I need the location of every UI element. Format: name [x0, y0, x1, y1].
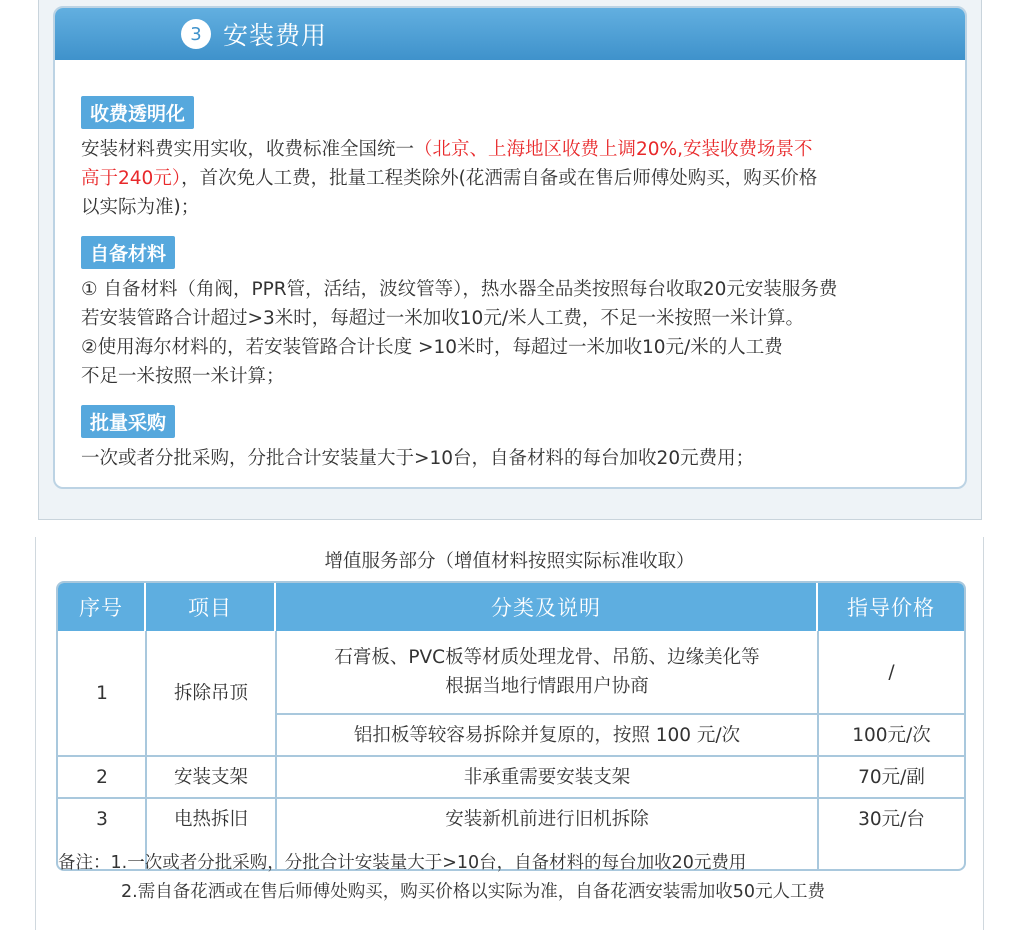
- transparent-highlight-2: 高于240元）: [81, 168, 182, 189]
- transparent-text-line3: 以实际为准)；: [81, 197, 200, 218]
- transparent-text-before: 安装材料费实用实收，收费标准全国统一: [81, 139, 415, 160]
- value-added-table: [56, 581, 966, 871]
- header-item: 项目: [146, 583, 276, 631]
- card-body: [55, 60, 965, 473]
- section-bulk: [81, 405, 943, 473]
- row-1a-desc-line2: 根据当地行情跟用户协商: [445, 676, 649, 697]
- transparent-text-after: ，首次免人工费，批量工程类除外(花洒需自备或在售后师傅处购买，购买价格: [181, 168, 818, 189]
- card-header: [55, 8, 965, 60]
- notes: [58, 849, 825, 907]
- section-self-materials: [81, 236, 943, 391]
- table-row-3-no: 3: [96, 808, 108, 830]
- install-fee-panel: [38, 0, 982, 520]
- table-row-1a-desc: [277, 631, 817, 713]
- note-line-1: 备注：1.一次或者分批采购，分批合计安装量大于>10台，自备材料的每台加收20元费用: [58, 853, 747, 873]
- table-row-1a-price: /: [888, 661, 895, 683]
- table-row-1b-price: 100元/次: [852, 724, 931, 746]
- self-materials-line: 不足一米按照一米计算；: [81, 366, 285, 387]
- tag-bulk: 批量采购: [81, 405, 175, 438]
- transparent-text: [81, 135, 943, 222]
- note-line-2: 2.需自备花洒或在售后师傅处购买，购买价格以实际为准，自备花洒安装需加收50元人工费: [121, 882, 825, 902]
- table-row-2-desc: 非承重需要安装支架: [463, 766, 631, 788]
- table-title: 增值服务部分（增值材料按照实际标准收取）: [324, 551, 695, 572]
- table-header: [58, 583, 964, 631]
- self-materials-line: 若安装管路合计超过>3米时，每超过一米加收10元/米人工费，不足一米按照一米计算。: [81, 308, 805, 329]
- tag-self-materials: 自备材料: [81, 236, 175, 269]
- value-added-panel: [35, 537, 984, 930]
- table-row-3-desc: 安装新机前进行旧机拆除: [445, 808, 649, 830]
- table-row-1-item: 拆除吊顶: [173, 682, 248, 704]
- section-transparent: [81, 96, 943, 222]
- self-materials-line: ① 自备材料（角阀，PPR管，活结，波纹管等），热水器全品类按照每台收取20元安装服务费: [81, 279, 838, 300]
- table-row-2-no: 2: [96, 766, 108, 788]
- table-row-2-price: 70元/副: [858, 766, 925, 788]
- bulk-text: 一次或者分批采购，分批合计安装量大于>10台，自备材料的每台加收20元费用；: [81, 448, 755, 469]
- row-1a-desc-line1: 石膏板、PVC板等材质处理龙骨、吊筋、边缘美化等: [334, 647, 760, 668]
- self-materials-text: [81, 275, 943, 391]
- header-no: 序号: [58, 583, 146, 631]
- table-row-3-price: 30元/台: [858, 808, 925, 830]
- card-title: 安装费用: [223, 21, 328, 50]
- table-row-1b-desc: 铝扣板等较容易拆除并复原的，按照 100 元/次: [353, 724, 741, 746]
- self-materials-line: ②使用海尔材料的，若安装管路合计长度 >10米时，每超过一米加收10元/米的人工费: [81, 337, 783, 358]
- table-row-1-no: 1: [96, 682, 108, 704]
- header-price: 指导价格: [847, 596, 935, 620]
- tag-transparent: 收费透明化: [81, 96, 194, 129]
- table-row-3-item: 电热拆旧: [173, 808, 248, 830]
- header-desc: 分类及说明: [276, 583, 818, 631]
- table-row-2-item: 安装支架: [173, 766, 248, 788]
- step-number-badge: 3: [181, 19, 211, 49]
- transparent-highlight-1: （北京、上海地区收费上调20%,安装收费场景不: [414, 139, 813, 160]
- install-fee-card: [53, 6, 967, 489]
